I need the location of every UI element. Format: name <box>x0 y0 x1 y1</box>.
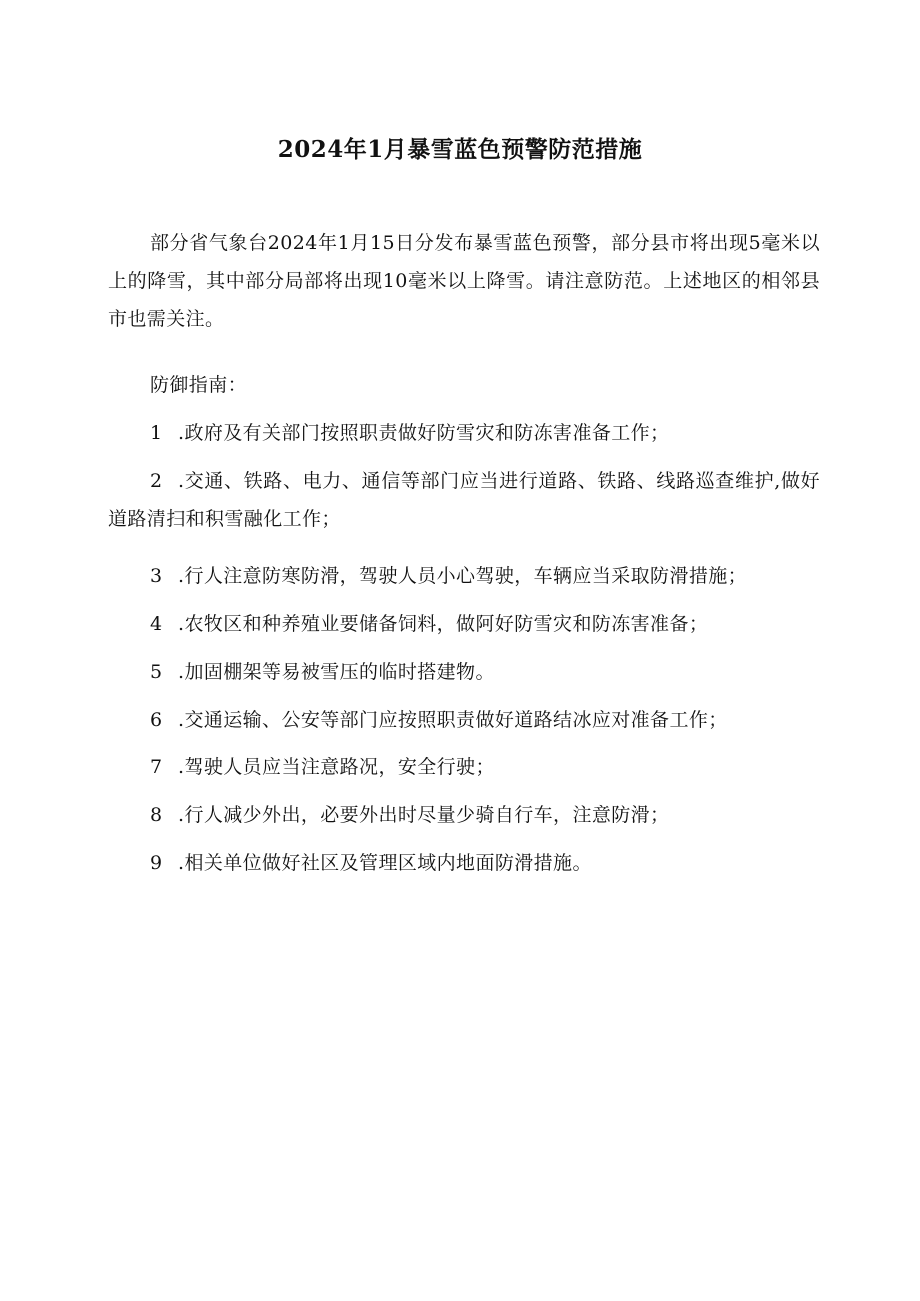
item-text: .交通运输、公安等部门应按照职责做好道路结冰应对准备工作； <box>178 709 728 731</box>
item-number: 2 <box>150 470 163 492</box>
guide-item-1 <box>108 414 820 452</box>
item-text: .行人注意防寒防滑，驾驶人员小心驾驶，车辆应当采取防滑措施； <box>178 565 748 587</box>
guide-heading: 防御指南： <box>150 374 248 396</box>
item-number: 9 <box>150 852 163 874</box>
item-number: 3 <box>150 565 163 587</box>
item-number: 8 <box>150 804 163 826</box>
item-number: 4 <box>150 613 163 635</box>
item-text: .交通、铁路、电力、通信等部门应当进行道路、铁路、线路巡查维护,做好道路清扫和积雪融化工作； <box>108 470 820 530</box>
item-text: .驾驶人员应当注意路况，安全行驶； <box>178 756 495 778</box>
guide-item-9 <box>108 844 820 882</box>
intro-paragraph: 部分省气象台2024年1月15日分发布暴雪蓝色预警，部分县市将出现5毫米以上的降雪，其中部分局部将出现10毫米以上降雪。请注意防范。上述地区的相邻县市也需关注。 <box>108 232 820 330</box>
item-text: .农牧区和种养殖业要储备饲料，做阿好防雪灾和防冻害准备； <box>178 613 709 635</box>
item-text: .加固棚架等易被雪压的临时搭建物。 <box>178 661 495 683</box>
item-number: 7 <box>150 756 163 778</box>
guide-item-8 <box>108 796 820 834</box>
item-text: .行人减少外出，必要外出时尽量少骑自行车，注意防滑； <box>178 804 670 826</box>
item-number: 1 <box>150 422 163 444</box>
item-number: 5 <box>150 661 163 683</box>
guide-item-2 <box>108 462 820 538</box>
document-title: 2024年1月暴雪蓝色预警防范措施 <box>277 136 643 163</box>
item-number: 6 <box>150 709 163 731</box>
item-text: .相关单位做好社区及管理区域内地面防滑措施。 <box>178 852 592 874</box>
guide-item-5 <box>108 653 820 691</box>
item-text: .政府及有关部门按照职责做好防雪灾和防冻害准备工作； <box>178 422 670 444</box>
guide-item-4 <box>108 605 820 643</box>
guide-item-7 <box>108 748 820 786</box>
guide-item-6 <box>108 701 820 739</box>
guide-item-3 <box>108 557 820 595</box>
